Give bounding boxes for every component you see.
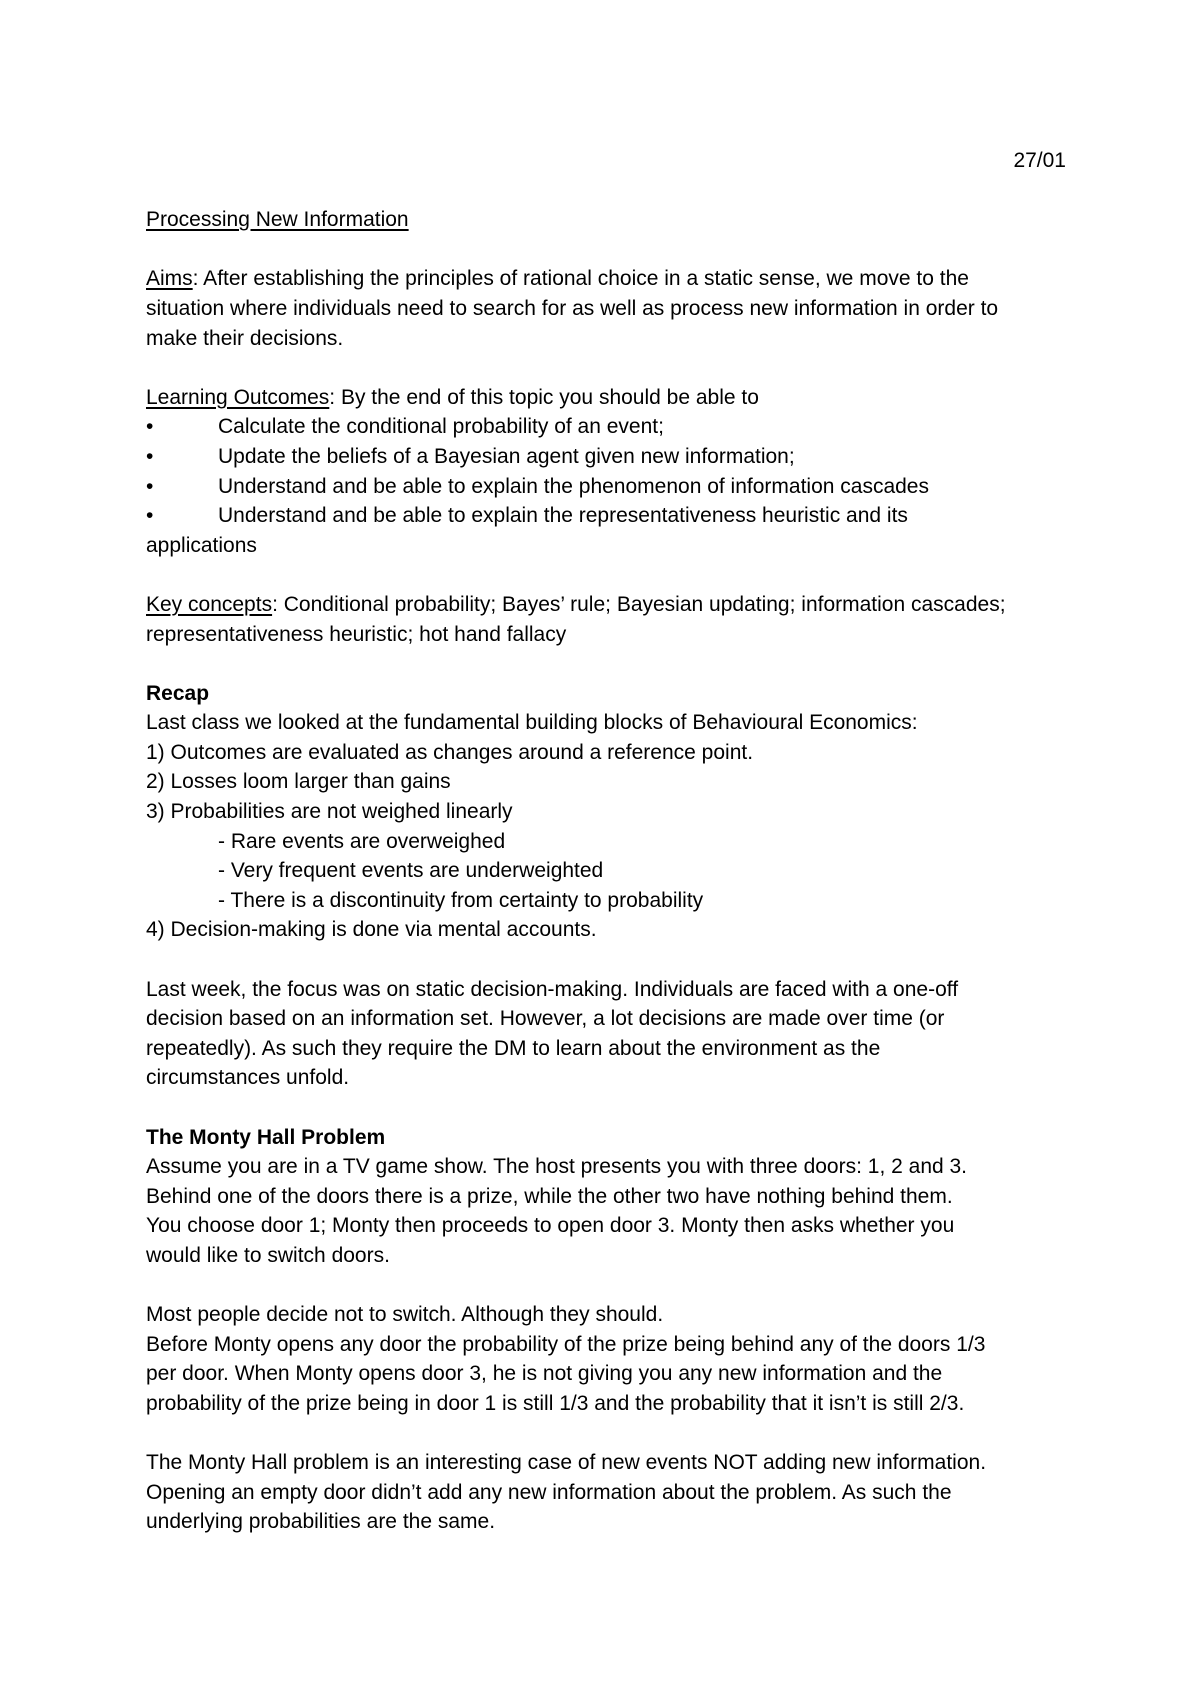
bullet-dot: • xyxy=(146,444,154,468)
outcome-item xyxy=(146,501,1066,531)
monty-hall-line: Assume you are in a TV game show. The host presents you with three doors: 1, 2 and 3. xyxy=(146,1155,968,1179)
monty-hall-line: Opening an empty door didn’t add any new information about the problem. As such the xyxy=(146,1480,952,1504)
recap-sub-item: - Very frequent events are underweighted xyxy=(218,859,604,883)
spacer xyxy=(146,1419,1066,1449)
outcome-item xyxy=(146,442,1066,472)
bullet-dot: • xyxy=(146,504,154,528)
outcome-text: Understand and be able to explain the phenomenon of information cascades xyxy=(218,474,929,498)
monty-hall-line: per door. When Monty opens door 3, he is not giving you any new information and the xyxy=(146,1362,943,1386)
spacer xyxy=(146,1093,1066,1123)
bullet-dot: • xyxy=(146,474,154,498)
spacer xyxy=(146,945,1066,975)
document-body xyxy=(146,146,1066,1537)
aims-line-2: situation where individuals need to search for as well as process new information in order to xyxy=(146,296,999,320)
learning-outcomes-intro xyxy=(146,383,1066,413)
recap-line: 4) Decision-making is done via mental accounts. xyxy=(146,918,597,942)
monty-hall-line: You choose door 1; Monty then proceeds to open door 3. Monty then asks whether you xyxy=(146,1214,955,1238)
monty-hall-line: Most people decide not to switch. Although they should. xyxy=(146,1303,664,1327)
monty-hall-heading: The Monty Hall Problem xyxy=(146,1125,386,1149)
monty-hall-line: Before Monty opens any door the probability of the prize being behind any of the doors 1/3 xyxy=(146,1332,986,1356)
outcome-item xyxy=(146,472,1066,502)
recap-sub-item: - Rare events are overweighed xyxy=(218,829,506,853)
spacer xyxy=(146,235,1066,265)
monty-hall-line: Behind one of the doors there is a prize, while the other two have nothing behind them. xyxy=(146,1184,953,1208)
monty-hall-line: The Monty Hall problem is an interesting case of new events NOT adding new information. xyxy=(146,1451,987,1475)
last-week-line: repeatedly). As such they require the DM to learn about the environment as the xyxy=(146,1036,881,1060)
recap-line: 1) Outcomes are evaluated as changes around a reference point. xyxy=(146,740,754,764)
date-label: 27/01 xyxy=(1013,149,1066,172)
recap-line: Last class we looked at the fundamental building blocks of Behavioural Economics: xyxy=(146,711,918,735)
learning-outcomes-text: : By the end of this topic you should be able to xyxy=(329,385,759,409)
key-concepts-text: : Conditional probability; Bayes’ rule; Bayesian updating; information cascades; xyxy=(272,592,1006,616)
aims-line-3: make their decisions. xyxy=(146,326,344,350)
spacer xyxy=(146,176,1066,206)
recap-line: 2) Losses loom larger than gains xyxy=(146,770,451,794)
recap-sub-item: - There is a discontinuity from certainty to probability xyxy=(218,888,704,912)
bullet-dot: • xyxy=(146,415,154,439)
outcome-text: Calculate the conditional probability of an event; xyxy=(218,415,664,439)
title-text: Processing New Information xyxy=(146,208,409,232)
monty-hall-line: underlying probabilities are the same. xyxy=(146,1510,496,1534)
document-title xyxy=(146,205,1066,235)
last-week-line: circumstances unfold. xyxy=(146,1066,350,1090)
outcome-text: Update the beliefs of a Bayesian agent given new information; xyxy=(218,444,795,468)
aims-label: Aims xyxy=(146,267,193,291)
recap-heading: Recap xyxy=(146,681,210,705)
spacer xyxy=(146,353,1066,383)
learning-outcomes-label: Learning Outcomes xyxy=(146,385,330,409)
last-week-line: decision based on an information set. However, a lot decisions are made over time (or xyxy=(146,1007,945,1031)
outcome-item xyxy=(146,412,1066,442)
key-concepts-line-1 xyxy=(146,590,1066,620)
spacer xyxy=(146,649,1066,679)
aims-line-1 xyxy=(146,264,1066,294)
aims-text: : After establishing the principles of rational choice in a static sense, we move to the xyxy=(192,267,969,291)
recap-line: 3) Probabilities are not weighed linearly xyxy=(146,800,513,824)
monty-hall-line: would like to switch doors. xyxy=(146,1243,390,1267)
key-concepts-label: Key concepts xyxy=(146,592,273,616)
outcome-text: Understand and be able to explain the representativeness heuristic and its xyxy=(218,504,908,528)
outcome-continuation: applications xyxy=(146,533,257,557)
monty-hall-line: probability of the prize being in door 1 is still 1/3 and the probability that it isn’t is still 2/3. xyxy=(146,1391,965,1415)
key-concepts-line-2: representativeness heuristic; hot hand fallacy xyxy=(146,622,567,646)
spacer xyxy=(146,560,1066,590)
last-week-line: Last week, the focus was on static decision-making. Individuals are faced with a one-off xyxy=(146,977,959,1001)
spacer xyxy=(146,1271,1066,1301)
